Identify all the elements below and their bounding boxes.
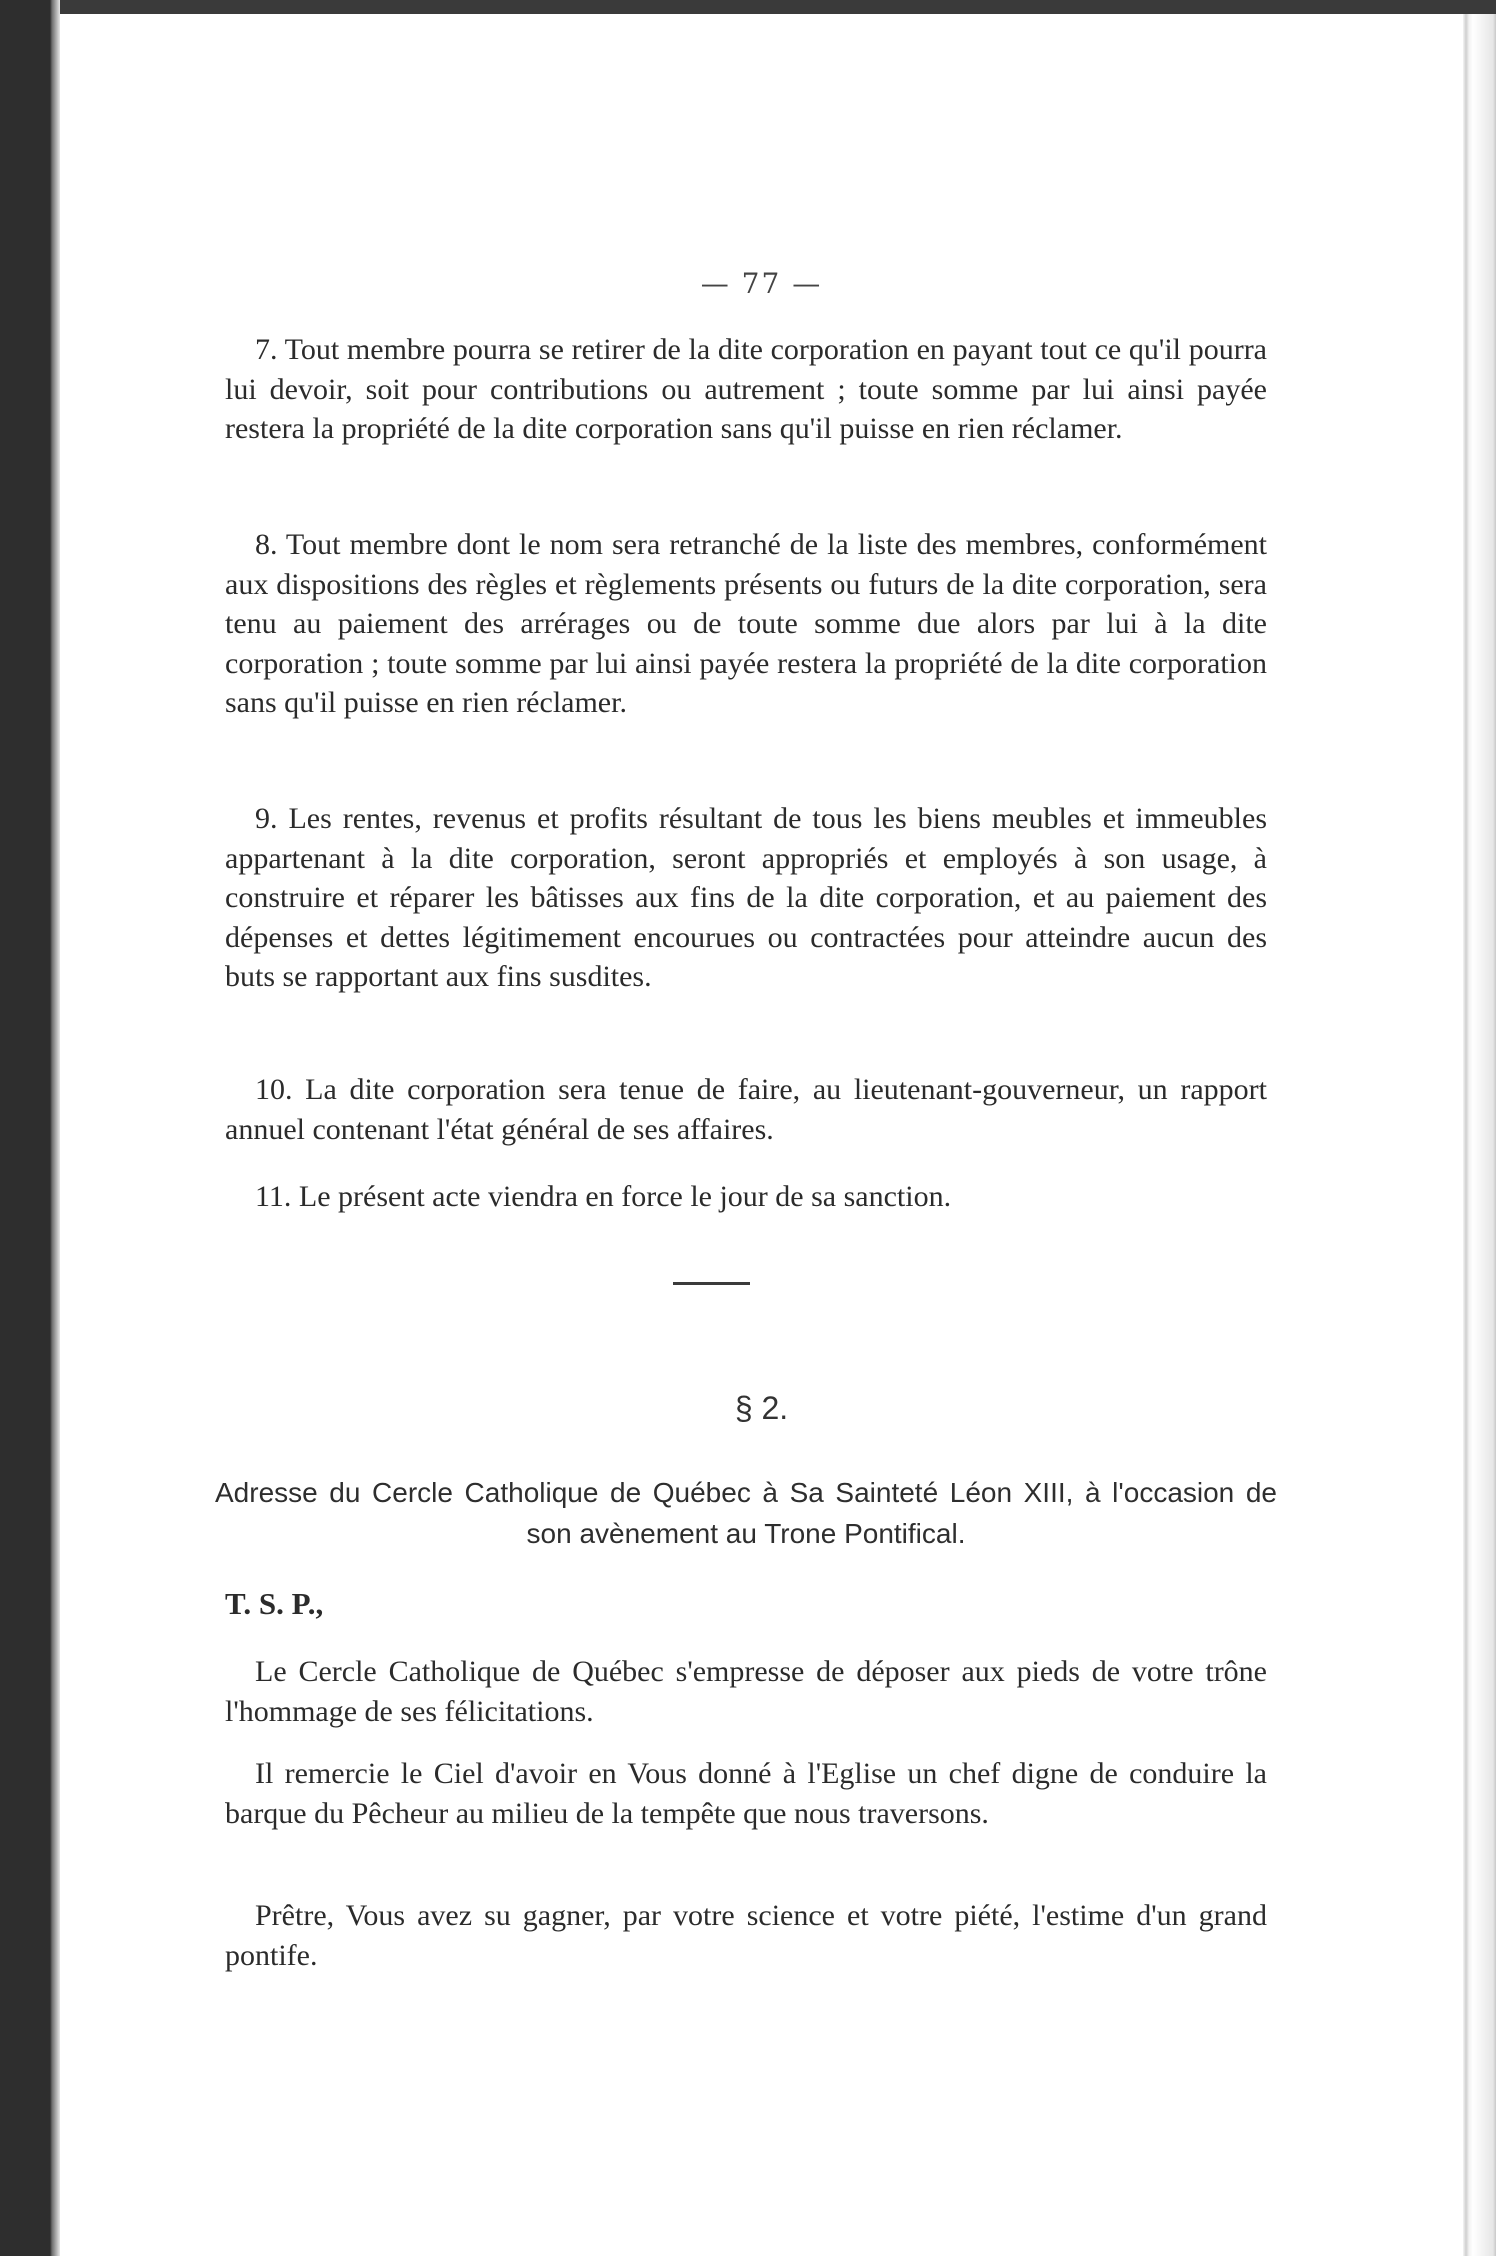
scan-top-edge xyxy=(0,0,1496,14)
book-page xyxy=(60,14,1463,2256)
book-binding-edge xyxy=(0,0,60,2256)
page-number: — 77 — xyxy=(700,267,823,300)
salutation: T. S. P., xyxy=(225,1586,324,1621)
section-divider xyxy=(673,1282,750,1285)
address-paragraph: Prêtre, Vous avez su gagner, par votre science et votre piété, l'estime d'un grand pontife. xyxy=(225,1899,1267,1972)
article-9: 9. Les rentes, revenus et profits résultant de tous les biens meubles et immeubles appartenant à la dite corporation, seront appropriés et employés à son usage, à construire et réparer les bâtisses aux fins de la dite corporation, et au paiement des dépenses et dettes légitimement encourues ou contractées pour atteindre aucun des buts se rapportant aux fins susdites. xyxy=(225,802,1267,993)
article-10: 10. La dite corporation sera tenue de faire, au lieutenant-gouverneur, un rapport annuel contenant l'état général de ses affaires. xyxy=(225,1073,1267,1146)
address-paragraph: Il remercie le Ciel d'avoir en Vous donné à l'Eglise un chef digne de conduire la barque du Pêcheur au milieu de la tempête que nous traversons. xyxy=(225,1757,1267,1830)
page-right-edge xyxy=(1463,14,1496,2256)
article-8: 8. Tout membre dont le nom sera retranché de la liste des membres, conformément aux dispositions des règles et règlements présents ou futurs de la dite corporation, sera tenu au paiement des arrérages ou de toute somme due alors par lui à la dite corporation ; toute somme par lui ainsi payée restera la propriété de la dite corporation sans qu'il puisse en rien réclamer. xyxy=(225,528,1267,719)
section-number: § 2. xyxy=(734,1390,789,1426)
address-paragraph: Le Cercle Catholique de Québec s'empresse de déposer aux pieds de votre trône l'hommage de ses félicitations. xyxy=(225,1655,1267,1728)
address-heading: Adresse du Cercle Catholique de Québec à Sa Sainteté Léon XIII, à l'occasion de son avènement au Trone Pontifical. xyxy=(215,1477,1277,1549)
article-7: 7. Tout membre pourra se retirer de la dite corporation en payant tout ce qu'il pourra lui devoir, soit pour contributions ou autrement ; toute somme par lui ainsi payée restera la propriété de la dite corporation sans qu'il puisse en rien réclamer. xyxy=(225,333,1267,445)
article-11: 11. Le présent acte viendra en force le jour de sa sanction. xyxy=(255,1180,952,1213)
